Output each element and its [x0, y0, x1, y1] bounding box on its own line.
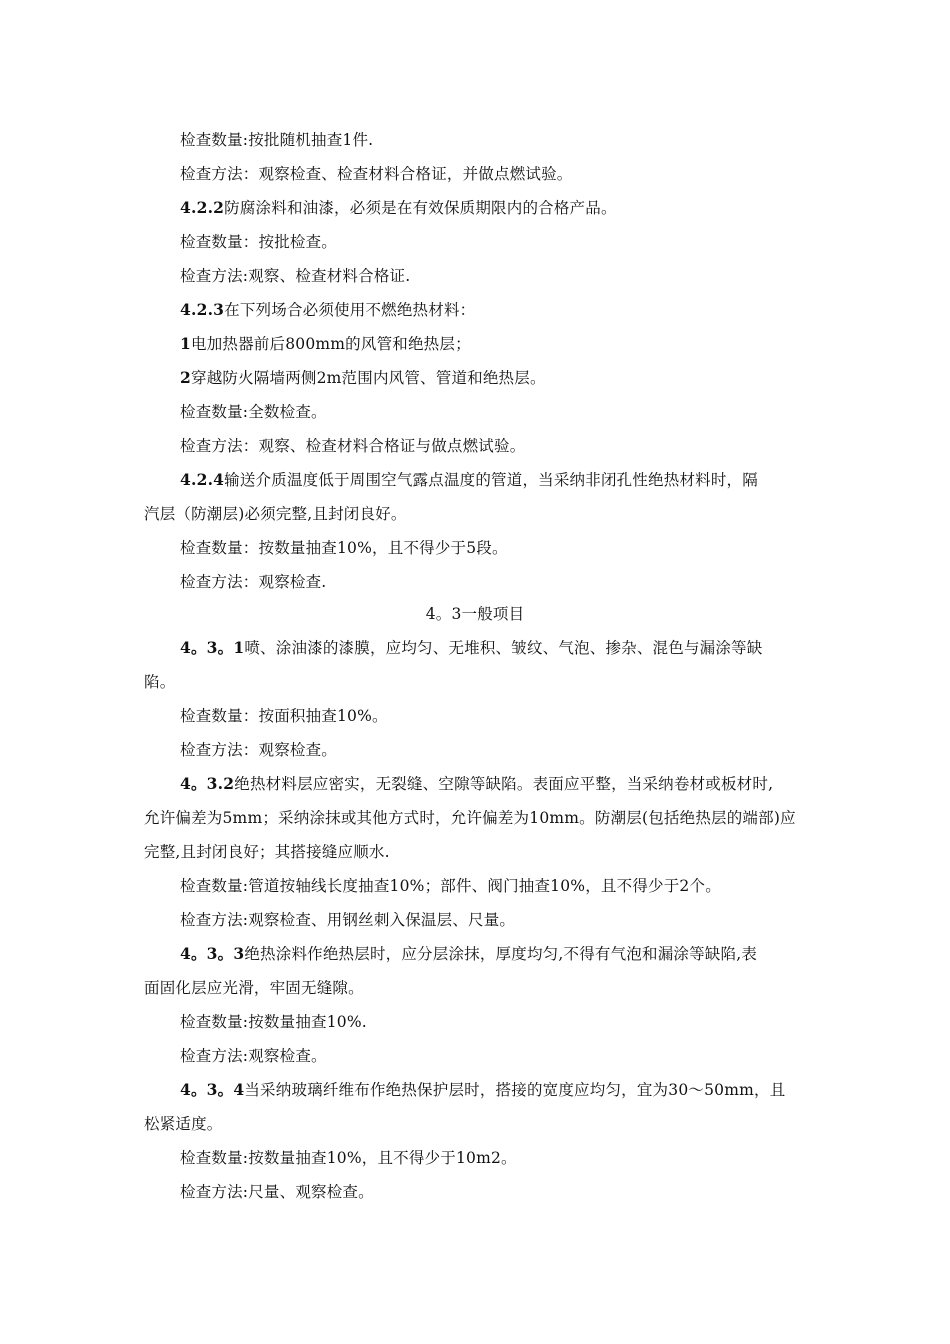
line-text: 电加热器前后800mm的风管和绝热层； [191, 335, 471, 353]
line-text: 检查方法:观察、检查材料合格证. [180, 267, 411, 285]
paragraph-line [180, 402, 852, 422]
clause-number: 4.2.4 [180, 470, 225, 489]
line-text: 检查方法：观察检查。 [180, 741, 338, 759]
line-text: 检查数量:按数量抽查10%. [180, 1013, 367, 1031]
paragraph-line [180, 436, 852, 456]
paragraph-line [180, 910, 852, 930]
line-text: 防腐涂料和油漆，必须是在有效保质期限内的合格产品。 [224, 199, 617, 217]
line-text: 检查方法:观察检查、用钢丝刺入保温层、尺量。 [180, 911, 516, 929]
paragraph-line [180, 266, 852, 286]
line-text: 检查数量:按数量抽查10%，且不得少于10m2。 [180, 1149, 517, 1167]
paragraph-line [180, 164, 852, 184]
line-text: 检查数量：按批检查。 [180, 233, 338, 251]
paragraph-line [180, 1182, 852, 1202]
paragraph-line [180, 740, 852, 760]
clause-4-3-2 [180, 774, 852, 794]
line-text: 检查方法：观察、检查材料合格证与做点燃试验。 [180, 437, 526, 455]
paragraph-line [180, 1012, 852, 1032]
clause-number: 4。3.2 [180, 774, 235, 793]
list-item [180, 334, 852, 354]
clause-4-2-4 [180, 470, 852, 490]
line-text: 绝热材料层应密实，无裂缝、空隙等缺陷。表面应平整，当采纳卷材或板材时, [234, 775, 774, 793]
line-text: 穿越防火隔墙两侧2m范围内风管、管道和绝热层。 [191, 369, 546, 387]
list-item [180, 368, 852, 388]
clause-4-3-4 [180, 1080, 852, 1100]
line-text: 检查数量:按批随机抽查1件. [180, 131, 374, 149]
line-text: 检查方法：观察检查、检查材料合格证，并做点燃试验。 [180, 165, 573, 183]
paragraph-line [144, 978, 816, 998]
paragraph-line [180, 1148, 852, 1168]
line-text: 检查数量:管道按轴线长度抽查10%；部件、阀门抽查10%，且不得少于2个。 [180, 877, 721, 895]
line-text: 检查数量：按面积抽查10%。 [180, 707, 388, 725]
item-number: 2 [180, 368, 191, 387]
line-text: 汽层（防潮层)必须完整,且封闭良好。 [144, 505, 407, 523]
line-text: 检查数量:全数检查。 [180, 403, 327, 421]
line-text: 松紧适度。 [144, 1115, 223, 1133]
line-text: 检查方法：观察检查. [180, 573, 327, 591]
clause-number: 4。3。1 [180, 638, 245, 657]
paragraph-line [144, 842, 816, 862]
clause-number: 4。3。3 [180, 944, 245, 963]
line-text: 喷、涂油漆的漆膜，应均匀、无堆积、皱纹、气泡、掺杂、混色与漏涂等缺 [244, 639, 763, 657]
line-text: 检查方法:尺量、观察检查。 [180, 1183, 374, 1201]
clause-number: 4。3。4 [180, 1080, 245, 1099]
clause-4-2-2 [180, 198, 852, 218]
clause-4-3-3 [180, 944, 852, 964]
line-text: 输送介质温度低于周围空气露点温度的管道，当采纳非闭孔性绝热材料时，隔 [224, 471, 758, 489]
paragraph-line [180, 538, 852, 558]
line-text: 检查数量：按数量抽查10%，且不得少于5段。 [180, 539, 508, 557]
item-number: 1 [180, 334, 191, 353]
paragraph-line [180, 130, 852, 150]
line-text: 陷。 [144, 673, 176, 691]
clause-4-3-1 [180, 638, 852, 658]
section-heading [0, 604, 950, 624]
line-text: 允许偏差为5mm；采纳涂抹或其他方式时，允许偏差为10mm。防潮层(包括绝热层的端部)应 [144, 809, 796, 827]
clause-number: 4.2.3 [180, 300, 225, 319]
heading-text: 4。3一般项目 [425, 605, 525, 623]
paragraph-line [144, 808, 816, 828]
paragraph-line [180, 572, 852, 592]
paragraph-line [144, 672, 816, 692]
clause-number: 4.2.2 [180, 198, 225, 217]
line-text: 完整,且封闭良好；其搭接缝应顺水. [144, 843, 390, 861]
paragraph-line [180, 1046, 852, 1066]
clause-4-2-3 [180, 300, 852, 320]
line-text: 在下列场合必须使用不燃绝热材料： [224, 301, 476, 319]
paragraph-line [144, 504, 816, 524]
line-text: 绝热涂料作绝热层时，应分层涂抹，厚度均匀,不得有气泡和漏涂等缺陷,表 [244, 945, 758, 963]
paragraph-line [180, 706, 852, 726]
paragraph-line [144, 1114, 816, 1134]
paragraph-line [180, 876, 852, 896]
paragraph-line [180, 232, 852, 252]
line-text: 当采纳玻璃纤维布作绝热保护层时，搭接的宽度应均匀，宜为30～50mm，且 [244, 1081, 786, 1099]
line-text: 面固化层应光滑，牢固无缝隙。 [144, 979, 364, 997]
line-text: 检查方法:观察检查。 [180, 1047, 327, 1065]
